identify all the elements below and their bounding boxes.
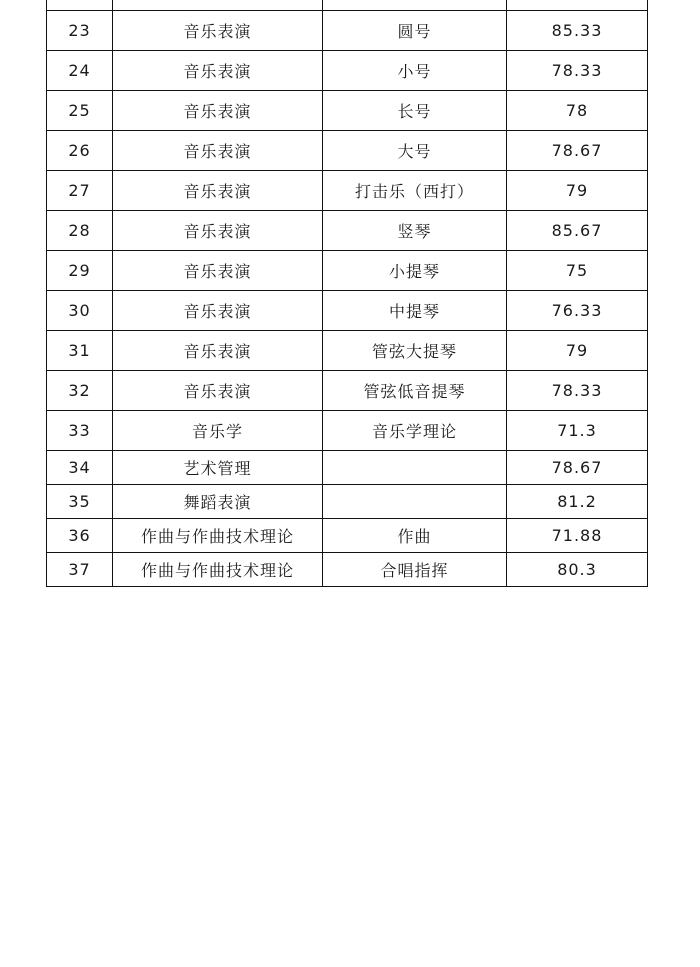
row-number-cell: 34 <box>47 451 113 485</box>
row-number-cell: 33 <box>47 411 113 451</box>
score-table <box>46 0 648 587</box>
direction-cell: 竖琴 <box>323 211 507 251</box>
major-cell: 音乐表演 <box>113 331 323 371</box>
score-cell: 78.33 <box>507 51 648 91</box>
row-number-cell: 30 <box>47 291 113 331</box>
major-cell: 音乐表演 <box>113 371 323 411</box>
table-row <box>47 0 648 11</box>
direction-cell: 小号 <box>323 51 507 91</box>
score-cell: 78.67 <box>507 131 648 171</box>
row-number-cell: 31 <box>47 331 113 371</box>
table-row <box>47 451 648 485</box>
score-cell: 71.3 <box>507 411 648 451</box>
major-cell: 艺术管理 <box>113 451 323 485</box>
direction-cell: 管弦大提琴 <box>323 331 507 371</box>
direction-cell: 圆号 <box>323 11 507 51</box>
major-cell: 音乐学 <box>113 411 323 451</box>
row-number-cell: 26 <box>47 131 113 171</box>
score-cell: 80.3 <box>507 553 648 587</box>
score-cell: 71.88 <box>507 519 648 553</box>
table-row <box>47 171 648 211</box>
score-cell: 75 <box>507 251 648 291</box>
row-number-cell: 37 <box>47 553 113 587</box>
table-row <box>47 211 648 251</box>
row-number-cell: 24 <box>47 51 113 91</box>
score-cell: 85.33 <box>507 11 648 51</box>
direction-cell <box>323 485 507 519</box>
major-cell: 音乐表演 <box>113 51 323 91</box>
row-number-cell: 36 <box>47 519 113 553</box>
score-cell: 81.2 <box>507 485 648 519</box>
row-number-cell: 27 <box>47 171 113 211</box>
major-cell <box>113 0 323 11</box>
row-number-cell <box>47 0 113 11</box>
table-row <box>47 485 648 519</box>
row-number-cell: 23 <box>47 11 113 51</box>
table-row <box>47 371 648 411</box>
table-row <box>47 331 648 371</box>
direction-cell: 合唱指挥 <box>323 553 507 587</box>
major-cell: 舞蹈表演 <box>113 485 323 519</box>
major-cell: 作曲与作曲技术理论 <box>113 519 323 553</box>
table-row <box>47 131 648 171</box>
direction-cell: 小提琴 <box>323 251 507 291</box>
table-row <box>47 291 648 331</box>
table-row <box>47 11 648 51</box>
table-row <box>47 519 648 553</box>
direction-cell: 音乐学理论 <box>323 411 507 451</box>
major-cell: 作曲与作曲技术理论 <box>113 553 323 587</box>
score-cell: 78.67 <box>507 451 648 485</box>
table-row <box>47 553 648 587</box>
direction-cell: 打击乐（西打） <box>323 171 507 211</box>
direction-cell <box>323 0 507 11</box>
row-number-cell: 32 <box>47 371 113 411</box>
score-cell: 78.33 <box>507 371 648 411</box>
score-cell: 78 <box>507 91 648 131</box>
score-cell: 76.33 <box>507 291 648 331</box>
major-cell: 音乐表演 <box>113 211 323 251</box>
table-row <box>47 91 648 131</box>
direction-cell: 长号 <box>323 91 507 131</box>
score-cell: 79 <box>507 171 648 211</box>
direction-cell: 中提琴 <box>323 291 507 331</box>
row-number-cell: 29 <box>47 251 113 291</box>
score-cell: 85.67 <box>507 211 648 251</box>
row-number-cell: 35 <box>47 485 113 519</box>
major-cell: 音乐表演 <box>113 251 323 291</box>
table-row <box>47 251 648 291</box>
major-cell: 音乐表演 <box>113 171 323 211</box>
score-cell: 79 <box>507 331 648 371</box>
row-number-cell: 25 <box>47 91 113 131</box>
table-row <box>47 51 648 91</box>
direction-cell: 大号 <box>323 131 507 171</box>
row-number-cell: 28 <box>47 211 113 251</box>
major-cell: 音乐表演 <box>113 131 323 171</box>
direction-cell: 管弦低音提琴 <box>323 371 507 411</box>
major-cell: 音乐表演 <box>113 91 323 131</box>
score-cell <box>507 0 648 11</box>
direction-cell <box>323 451 507 485</box>
major-cell: 音乐表演 <box>113 11 323 51</box>
table-row <box>47 411 648 451</box>
direction-cell: 作曲 <box>323 519 507 553</box>
major-cell: 音乐表演 <box>113 291 323 331</box>
